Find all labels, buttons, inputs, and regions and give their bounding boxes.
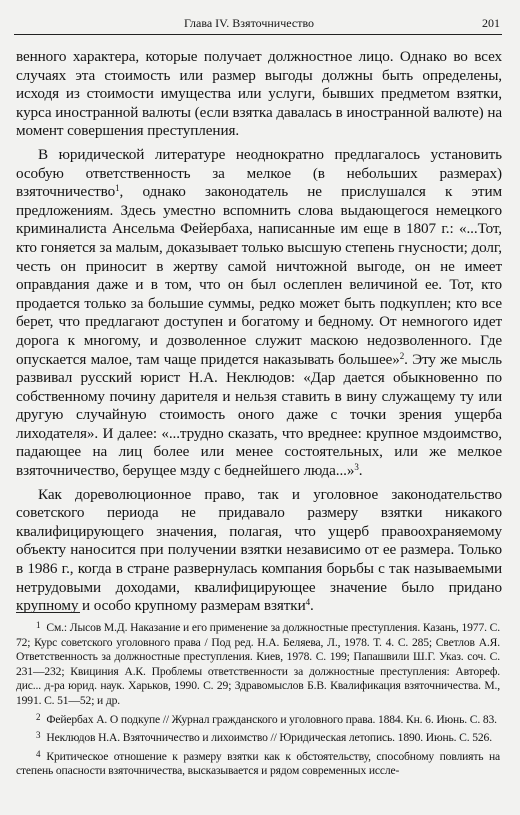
footnote-1 [16,618,500,709]
paragraph-1: венного характера, которые получает должностное лицо. Однако во всех случаях эта стоимость или размер выгоды должны быть определены, исходя из стоимости имущества или услуги, бывших предметом взятки, курса иностранной валюты (если взятка давалась в иностранной валюте) на момент совершения преступления. [16,48,502,140]
running-header [14,12,502,35]
footnotes [16,618,500,780]
paragraph-3 [16,486,502,616]
paragraph-2-text-a: В юридической литературе неоднократно предлагалось установить особую ответственность за мелкое (в небольших размерах) взяточничество [16,145,502,201]
footnote-divider [16,612,80,613]
footnote-3-text: Неклюдов Н.А. Взяточничество и лихоимство // Юридическая летопись. 1890. Июнь. С. 526. [46,731,492,745]
footnote-4 [16,747,500,779]
paragraph-2-text-c: . Эту же мысль развивал русский юрист Н.А. Неклюдов: «Дар дается обыкновенно по собственному почину дарителя и нельзя ставить в вину служащему ту или другую случайную стоимость оного даже с точки зрения ущерба лиходателя». И далее: «...трудно сказать, что вреднее: крупное мздоимство, падающее на лиц более или менее состоятельных, или же мелкое взяточничество, берущее мзду с беднейшего люда...» [16,350,502,480]
paragraph-3-text-b: . [310,597,314,615]
footnote-3 [16,728,500,746]
footnote-ref-1: 1 [115,183,120,194]
footnote-1-text: См.: Лысов М.Д. Наказание и его применение за должностные преступления. Казань, 1977. С. 72; Курс советского уголовного права / Под ред. Н.А. Беляева, Л., 1978. Т. 4. С. 285; Светлов А.Я. Ответственность за должностные преступления. Киев, 1978. С. 199; Папашвили Ш.Г. Указ. соч. С. 231—232; Квициния А.К. Проблемы ответственности за должностные преступления: Автореф. дис... д-ра юрид. наук. Харьков, 1990. С. 29; Здравомыслов Б.В. Квалификация взяточничества. М., 1991. С. 51—52; и др. [16,621,500,707]
chapter-title: Глава IV. Взяточничество [184,16,315,30]
paragraph-2 [16,146,502,481]
footnote-ref-2: 2 [399,350,405,361]
footnote-ref-4: 4 [305,597,311,608]
footnote-ref-3: 3 [354,462,359,473]
footnote-1-number: 1 [36,620,41,630]
paragraph-3-text-a: Как дореволюционное право, так и уголовное законодательство советского периода не придавало размеру взятки никакого квалифицирующего значения, полагая, что ущерб правоохраняемому объекту наносится при получении взятки независимо от ее размера. Только в 1986 г., когда в стране развернулась компания борьбы с так называемыми нетрудовыми доходами, квалифицирующее значение было придано крупному и особо крупному размерам взятки [16,485,502,615]
footnote-2 [16,710,500,728]
footnote-3-number: 3 [36,730,41,741]
paragraph-2-text-d: . [358,462,363,480]
footnote-2-number: 2 [36,711,41,722]
page-number: 201 [482,16,500,30]
footnote-4-text: Критическое отношение к размеру взятки как к обстоятельству, способному повлиять на степень опасности взяточничества, высказывается и рядом современных иссле- [16,749,500,778]
footnote-2-text: Фейербах А. О подкупе // Журнал гражданского и уголовного права. 1884. Кн. 6. Июнь. С. 83. [46,712,497,726]
paragraph-2-text-b: , однако законодатель не прислушался к этим предложениям. Здесь уместно вспомнить слова выдающегося немецкого криминалиста Ансельма Фейербаха, написанные им еще в 1807 г.: «...Тот, кто гоняется за малым, доказывает только высшую степень гнусности; долг, честь он приносит в жертву самой ничтожной выгоде, он не имеет оправдания даже и в том, что он был ослеплен величиной ее. Тот, кто продается только за большие суммы, редко может быть подкуплен; кто все берет, что предлагают доступен и богатому и бедному. От немногого идет дорога к многому, и дозволенное служит маскою недозволенного. Где опускается малое, там чаще придется наказывать большее» [16,183,502,368]
main-text [16,48,502,621]
footnote-4-number: 4 [36,748,41,759]
